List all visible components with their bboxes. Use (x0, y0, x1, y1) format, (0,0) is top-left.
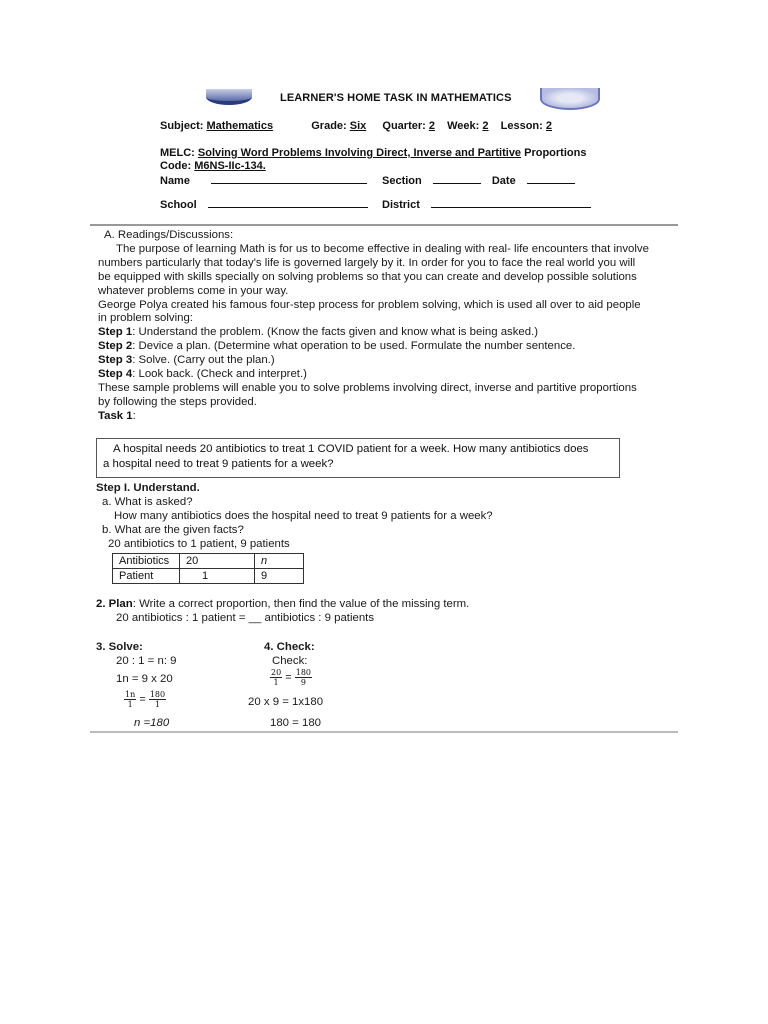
solve-line1: 20 : 1 = n: 9 (116, 654, 177, 667)
solve-frac1-denominator: 1 (127, 700, 133, 709)
step-1-label: Step 1 (98, 326, 133, 339)
district-row (382, 197, 591, 211)
table-cell: n (255, 554, 304, 569)
grade-label: Grade: (311, 120, 347, 132)
solve-line2: 1n = 9 x 20 (116, 673, 173, 685)
name-blank[interactable] (211, 173, 367, 184)
reading-p1-line4: whatever problems come in your way. (98, 284, 289, 297)
step-2-text: : Device a plan. (Determine what operation to be used. Formulate the number sentence. (132, 340, 576, 353)
check-frac2-denominator: 9 (300, 678, 306, 687)
check-frac2-numerator: 180 (295, 668, 312, 677)
melc-label: MELC: (160, 147, 195, 159)
table-cell: 1 (180, 569, 255, 584)
school-label: School (160, 199, 197, 211)
step-3-text: : Solve. (Carry out the plan.) (132, 354, 275, 367)
code-row (160, 160, 266, 172)
solve-frac1-numerator: 1n (125, 690, 136, 699)
school-row (160, 197, 368, 211)
content-bottom-border (90, 731, 678, 733)
understand-section (96, 482, 676, 552)
table-cell: Antibiotics (113, 554, 180, 569)
grade-value: Six (349, 120, 367, 132)
content-top-border (90, 224, 678, 226)
check-frac1-numerator: 20 (271, 668, 282, 677)
plan-section (96, 598, 676, 626)
check-fraction-2 (295, 668, 312, 687)
solve-fraction-line (124, 690, 166, 709)
task-1-colon: : (132, 409, 136, 422)
table-cell: Patient (113, 569, 180, 584)
check-line3: 20 x 9 = 1x180 (248, 696, 324, 708)
melc-tail: Proportions (524, 147, 587, 159)
solve-heading: 3. Solve: (96, 641, 143, 653)
table-cell: 9 (255, 569, 304, 584)
understand-heading: Step I. Understand. (96, 482, 200, 494)
check-line4: 180 = 180 (270, 717, 321, 729)
task-1-problem-line1: A hospital needs 20 antibiotics to treat 1 COVID patient for a week. How many antibiotics does (113, 443, 589, 455)
code-value: M6NS-IIc-134. (194, 160, 266, 172)
check-heading: 4. Check: (264, 641, 315, 653)
task-1-problem-line2: a hospital need to treat 9 patients for a week? (103, 457, 334, 470)
section-blank[interactable] (433, 173, 481, 184)
header-info-row (160, 120, 552, 132)
quarter-label: Quarter: (382, 120, 426, 132)
name-row (160, 173, 367, 187)
solve-equals: = (139, 693, 146, 706)
plan-label: 2. Plan (96, 598, 133, 610)
school-logo-left (206, 89, 252, 105)
task-1-heading (98, 410, 683, 424)
understand-answer-a: How many antibiotics does the hospital need to treat 9 patients for a week? (114, 509, 493, 522)
melc-row (160, 147, 586, 159)
reading-p3-line1: These sample problems will enable you to solve problems involving direct, inverse and partitive proportions (98, 381, 637, 394)
solve-frac2-numerator: 180 (149, 690, 166, 699)
reading-p1-line1: The purpose of learning Math is for us to become effective in dealing with real- life encounters that involve (116, 242, 649, 255)
solve-line4: n =180 (134, 717, 170, 729)
check-fraction-1 (270, 668, 282, 687)
deped-seal-right (540, 88, 600, 110)
step-1-line (98, 326, 683, 340)
code-label: Code: (160, 160, 192, 172)
task-1-problem-box (96, 438, 620, 478)
lesson-label: Lesson: (500, 120, 543, 132)
check-section (264, 641, 414, 669)
quarter-value: 2 (428, 120, 435, 132)
reading-p1-line2: numbers particularly that today's life is governed largely by it. In order for you to face the real world you will (98, 256, 636, 269)
table-row (113, 554, 304, 569)
page-title: LEARNER'S HOME TASK IN MATHEMATICS (280, 92, 512, 104)
district-blank[interactable] (431, 197, 591, 208)
check-frac1-denominator: 1 (273, 678, 279, 687)
step-1-text: : Understand the problem. (Know the facts given and know what is being asked.) (132, 326, 539, 339)
step-3-label: Step 3 (98, 354, 133, 367)
step-3-line (98, 354, 683, 368)
lesson-value: 2 (545, 120, 553, 132)
name-label: Name (160, 175, 190, 187)
week-label: Week: (447, 120, 480, 132)
week-value: 2 (482, 120, 489, 132)
date-blank[interactable] (527, 173, 575, 184)
check-sub: Check: (272, 654, 308, 667)
reading-p1-line3: be equipped with skills specially on solving problems so that you can create and develop possible solutions (98, 270, 637, 283)
solve-section (96, 641, 246, 669)
table-cell: 20 (180, 554, 255, 569)
subject-value: Mathematics (206, 120, 274, 132)
given-facts-table (112, 553, 304, 584)
reading-p2-line2: in problem solving: (98, 312, 193, 325)
task-1-label: Task 1 (98, 409, 133, 422)
subject-label: Subject: (160, 120, 204, 132)
check-equals: = (285, 671, 292, 684)
understand-answer-b: 20 antibiotics to 1 patient, 9 patients (108, 537, 290, 550)
step-4-text: : Look back. (Check and interpret.) (132, 368, 307, 381)
plan-text: : Write a correct proportion, then find the value of the missing term. (132, 598, 470, 610)
understand-question-b: b. What are the given facts? (102, 523, 244, 536)
section-label: Section (382, 175, 422, 187)
plan-line (96, 598, 676, 612)
solve-fraction-1 (124, 690, 136, 709)
reading-heading: A. Readings/Discussions: (104, 229, 234, 241)
step-2-label: Step 2 (98, 340, 133, 353)
reading-p3-line2: by following the steps provided. (98, 395, 257, 408)
school-blank[interactable] (208, 197, 368, 208)
district-label: District (382, 199, 420, 211)
reading-p2-line1: George Polya created his famous four-step process for problem solving, which is used all over to aid people (98, 298, 641, 311)
melc-value: Solving Word Problems Involving Direct, Inverse and Partitive (197, 147, 522, 159)
plan-formula: 20 antibiotics : 1 patient = __ antibiotics : 9 patients (116, 611, 375, 624)
solve-fraction-2 (149, 690, 166, 709)
table-row (113, 569, 304, 584)
understand-question-a: a. What is asked? (102, 495, 193, 508)
step-4-label: Step 4 (98, 368, 133, 381)
solve-frac2-denominator: 1 (154, 700, 160, 709)
section-date-row (382, 173, 575, 187)
reading-section (98, 229, 683, 424)
date-label: Date (491, 175, 516, 187)
step-2-line (98, 340, 683, 354)
step-4-line (98, 368, 683, 382)
check-fraction-line (270, 668, 312, 687)
